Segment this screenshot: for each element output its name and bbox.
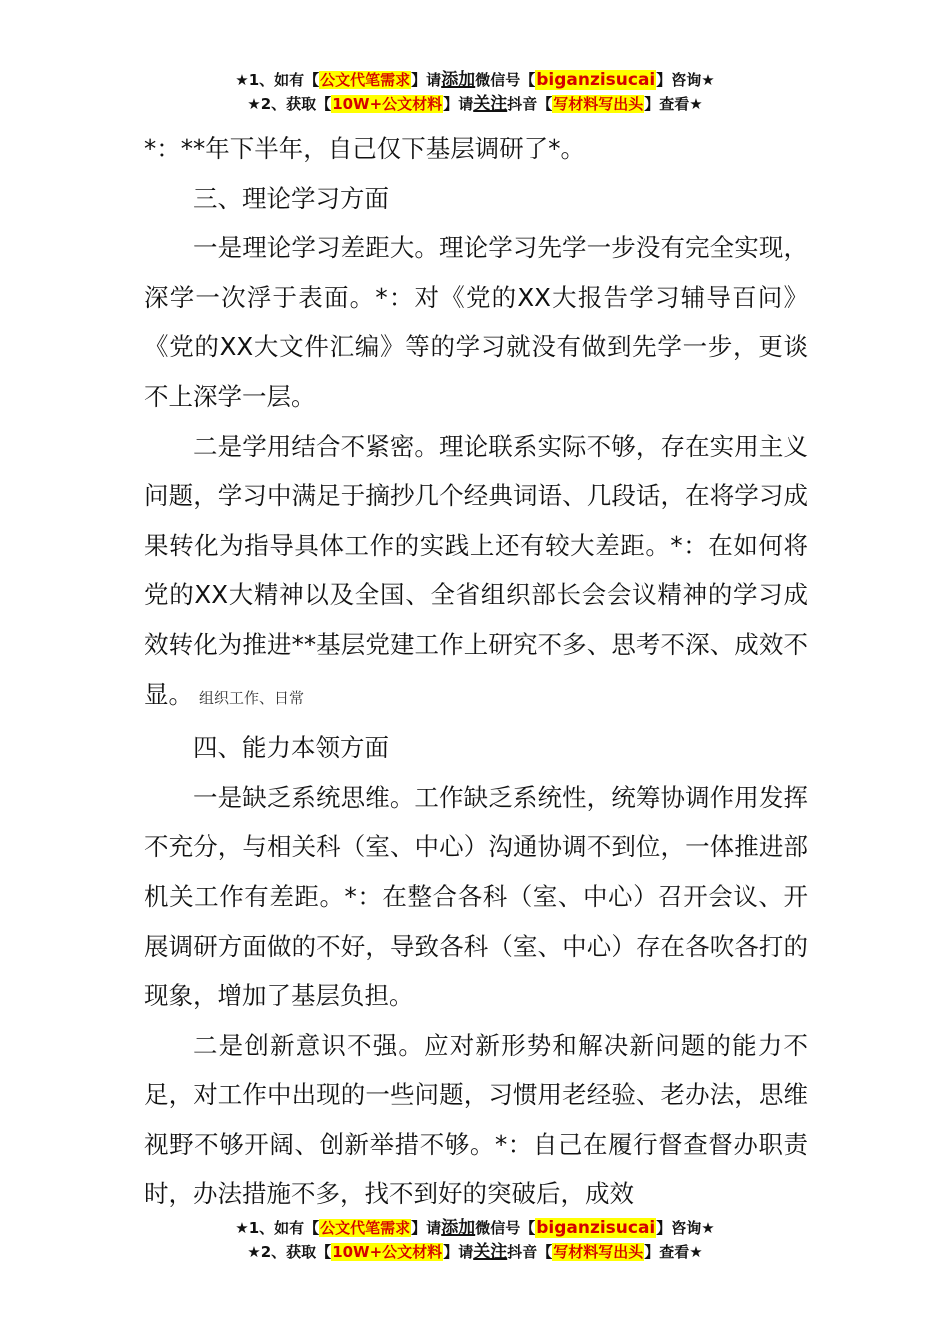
header-banner (0, 68, 950, 116)
highlight-service: 公文代笔需求 (320, 71, 411, 89)
highlight-wechat-id: biganzisucai (536, 70, 656, 90)
footer-line-2: ★2、获取【10W+公文材料】请关注抖音【写材料写出头】查看★ (247, 1242, 703, 1262)
footer-highlight-douyin: 写材料写出头 (553, 1243, 644, 1261)
footer-line-1: ★1、如有【公文代笔需求】请添加微信号【biganzisucai】咨询★ (235, 1218, 715, 1238)
document-body (144, 124, 808, 1219)
highlight-materials: 10W+公文材料 (332, 95, 443, 113)
paragraph-5: 一是缺乏系统思维。工作缺乏系统性，统筹协调作用发挥不充分，与相关科（室、中心）沟通协调不到位，一体推进部机关工作有差距。*：在整合各科（室、中心）召开会议、开展调研方面做的不好，导致各科（室、中心）存在各吹各打的现象，增加了基层负担。 (144, 782, 808, 1011)
banner-line-1: ★1、如有【公文代笔需求】请添加微信号【biganzisucai】咨询★ (235, 70, 715, 90)
paragraph-2: 一是理论学习差距大。理论学习先学一步没有完全实现，深学一次浮于表面。*：对《党的XX大报告学习辅导百问》《党的XX大文件汇编》等的学习就没有做到先学一步，更谈不上深学一层。 (144, 233, 808, 411)
inline-note: 组织工作、日常 (199, 688, 305, 707)
section-heading-theory: 三、理论学习方面 (193, 183, 389, 213)
paragraph-3: 二是学用结合不紧密。理论联系实际不够，存在实用主义问题，学习中满足于摘抄几个经典词语、几段话，在将学习成果转化为指导具体工作的实践上还有较大差距。*：在如何将党的XX大精神以及全国、全省组织部长会会议精神的学习成效转化为推进**基层党建工作上研究不多、思考不深、成效不显。 组织工作、日常 (144, 431, 808, 709)
banner-line-2: ★2、获取【10W+公文材料】请关注抖音【写材料写出头】查看★ (247, 94, 703, 114)
footer-highlight-service: 公文代笔需求 (320, 1219, 411, 1237)
highlight-douyin: 写材料写出头 (553, 95, 644, 113)
footer-highlight-materials: 10W+公文材料 (332, 1243, 443, 1261)
paragraph-0: *：**年下半年，自己仅下基层调研了*。 (144, 134, 585, 163)
footer-highlight-wechat-id: biganzisucai (536, 1218, 656, 1238)
section-heading-ability: 四、能力本领方面 (193, 733, 389, 763)
paragraph-6: 二是创新意识不强。应对新形势和解决新问题的能力不足，对工作中出现的一些问题，习惯用老经验、老办法，思维视野不够开阔、创新举措不够。*：自己在履行督查督办职责时，办法措施不多，找不到好的突破后，成效 (144, 1030, 808, 1209)
footer-banner (0, 1216, 950, 1264)
